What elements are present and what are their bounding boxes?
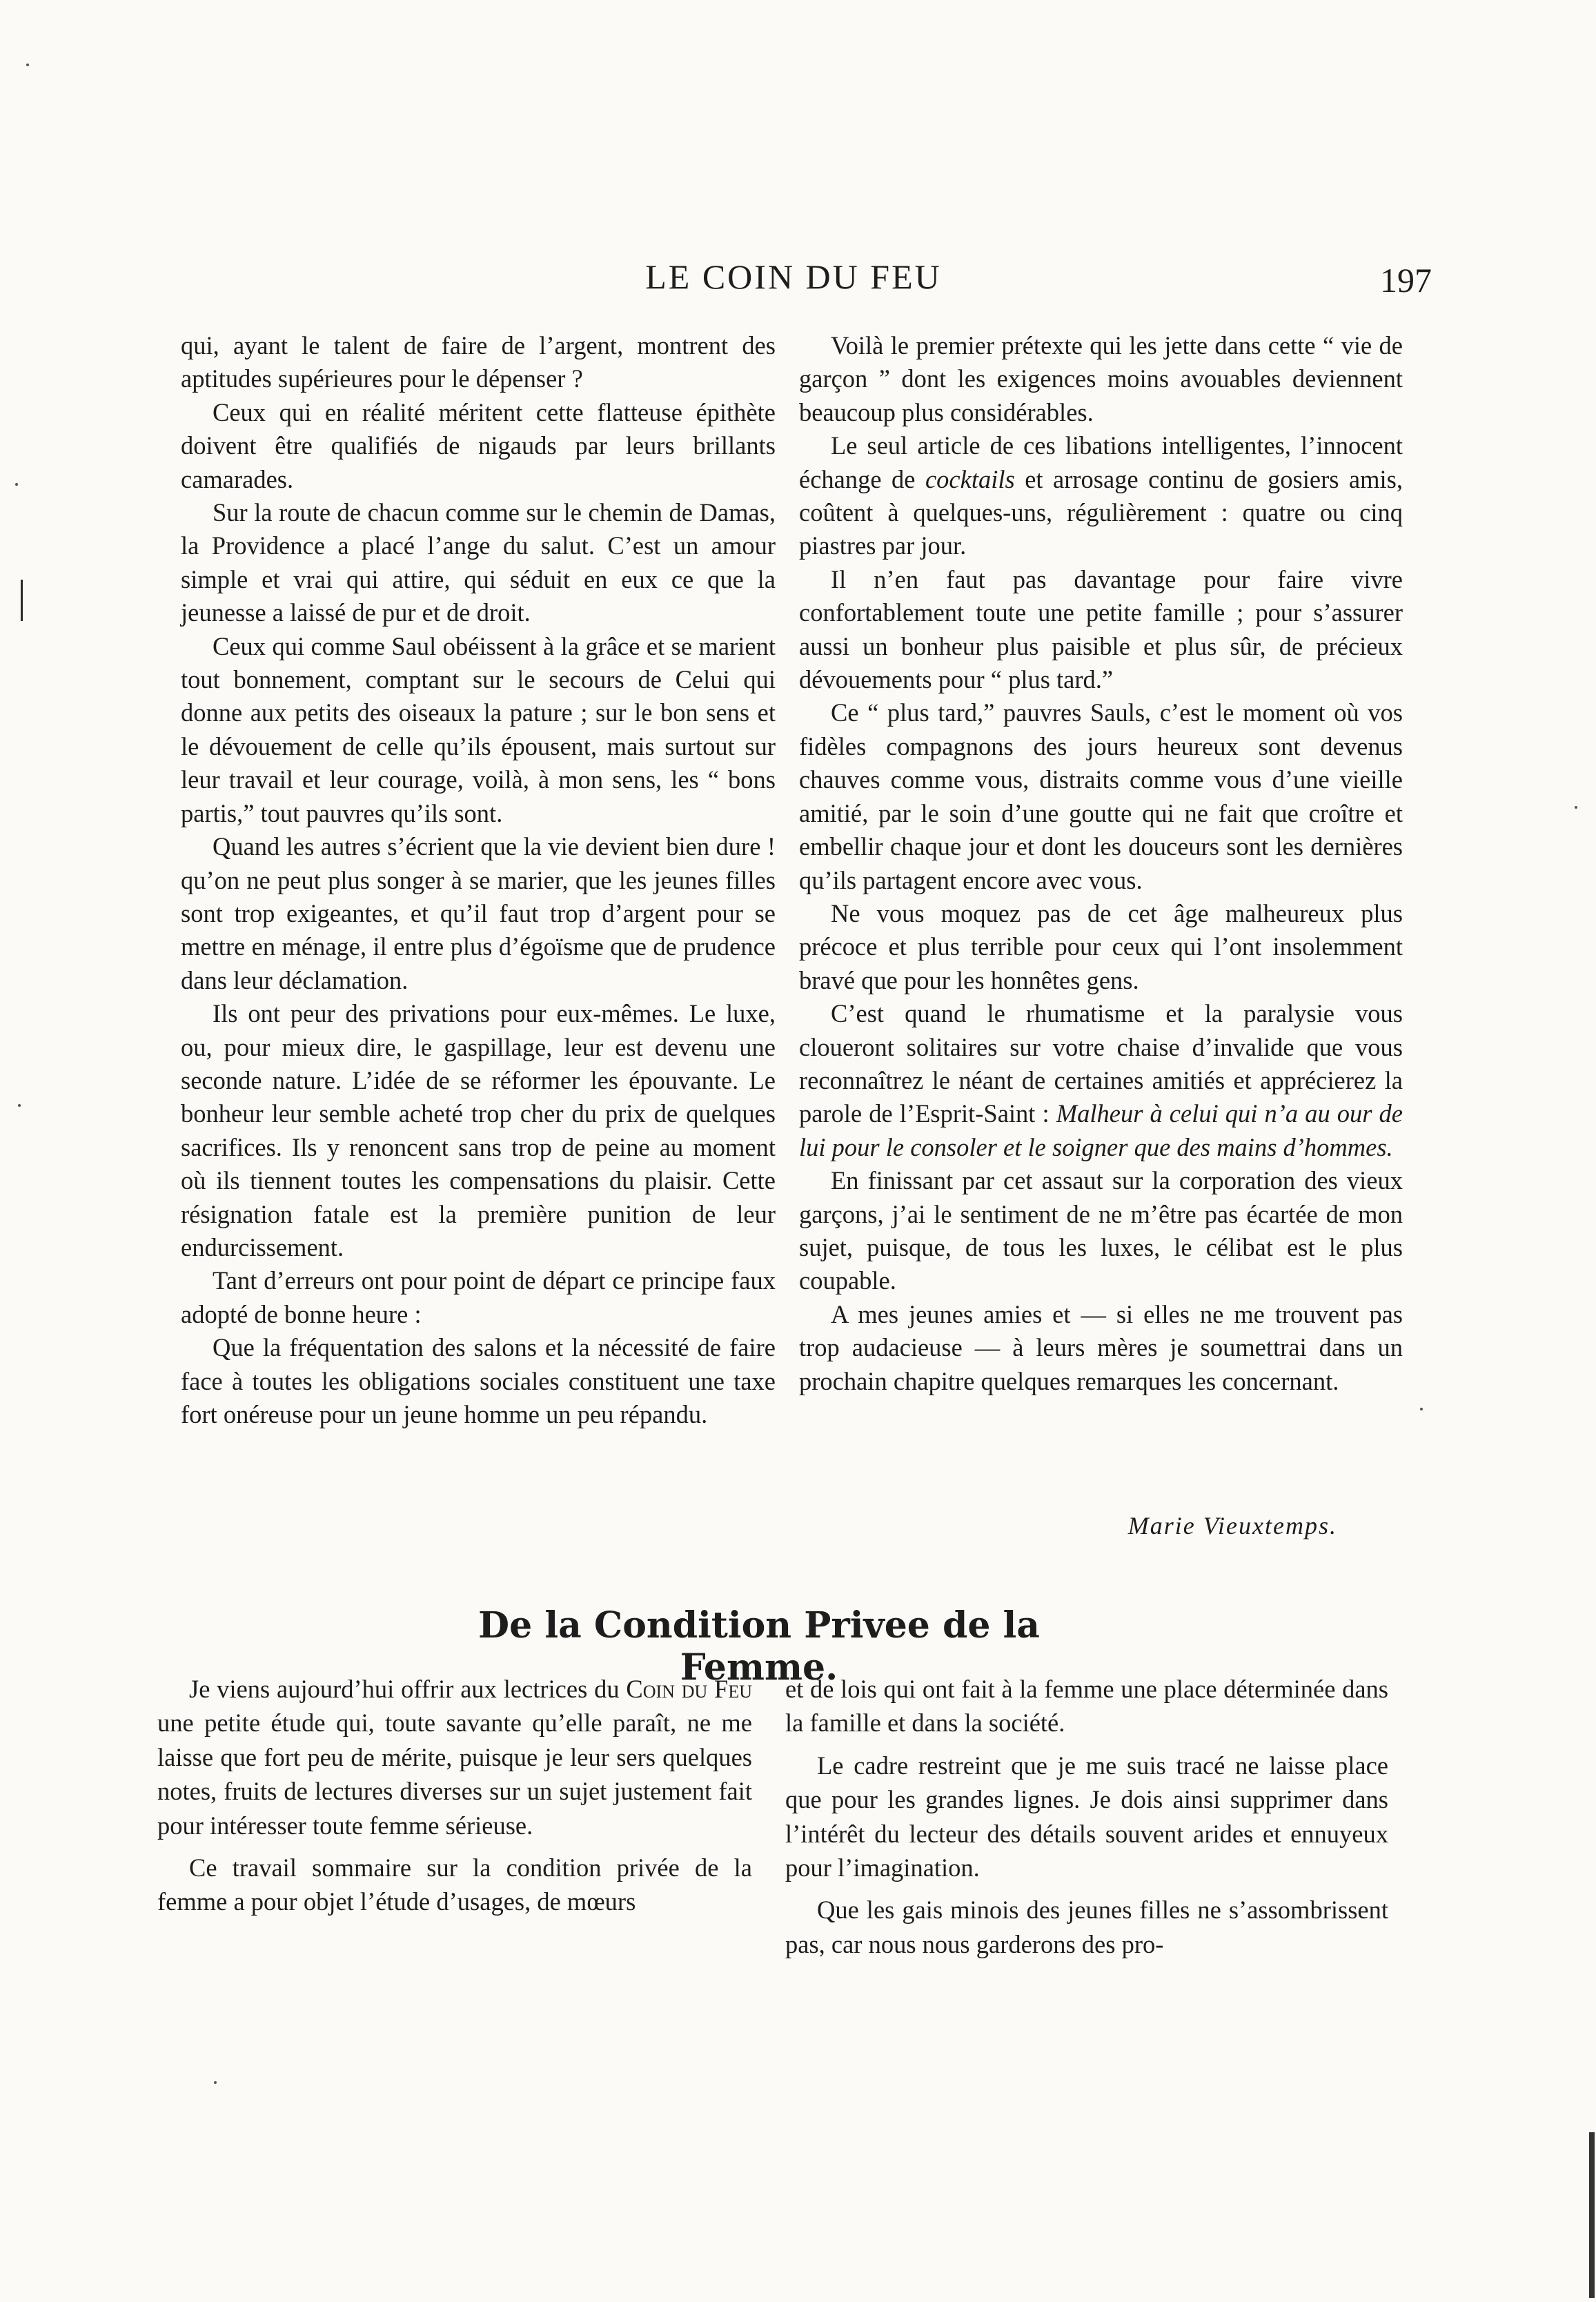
scan-speck [26,63,29,66]
paragraph: Quand les autres s’écrient que la vie devient bien dure ! qu’on ne peut plus songer à se marier, que les jeunes filles sont trop exigeantes, et qu’il faut trop d’argent pour se mettre en ménage, il entre plus d’égoïsme que de prudence dans leur déclamation. [181,832,776,994]
paragraph [157,1672,752,1842]
paragraph: Ils ont peur des privations pour eux-mêmes. Le luxe, ou, pour mieux dire, le gaspillage, leur est devenu une seconde nature. L’idée de se réformer les épouvante. Le bonheur leur semble acheté trop cher du prix de quelques sacrifices. Ils y renoncent sans trop de peine au moment où ils tiennent toutes les compensations du plaisir. Cette résignation fatale est la première punition de leur endurcissement. [181,999,776,1261]
italic-term: cocktails [925,464,1015,493]
scan-speck [15,483,18,486]
paragraph: Ce “ plus tard,” pauvres Sauls, c’est le moment où vos fidèles compagnons des jours heureux sont devenus chauves comme vous, distraits comme vous d’une vieille amitié, par le soin d’une goutte qui ne fait que croître et embellir chaque jour et dont les douceurs sont les dernières qu’ils partagent encore avec vous. [799,698,1403,894]
text-span: une petite étude qui, toute savante qu’elle paraît, ne me laisse que fort peu de mérite, puisque je leur sers quelques notes, fruits de lectures diverses sur un sujet justement fait pour intéresser toute femme sérieuse. [157,1709,752,1840]
page-number: 197 [1380,261,1432,299]
paragraph: Tant d’erreurs ont pour point de départ ce principe faux adopté de bonne heure : [181,1266,776,1328]
paragraph: et de lois qui ont fait à la femme une place déterminée dans la famille et dans la société. [785,1675,1388,1738]
scan-mark [21,580,23,621]
text-span: Je viens aujourd’hui offrir aux lectrices du [189,1675,627,1703]
author-signature: Marie Vieuxtemps. [1127,1512,1337,1539]
text-span: C’est quand le rhumatisme et la paralysie vous cloueront solitaires sur votre chaise d’invalide que vous reconnaîtrez le néant de certaines amitiés et apprécierez la parole de l’Esprit-Saint : [799,999,1403,1128]
paragraph: En finissant par cet assaut sur la corporation des vieux garçons, j’ai le sentiment de ne m’être pas écartée de mon sujet, puisque, de tous les luxes, le célibat est le plus coupable. [799,1166,1403,1295]
magazine-name: Coin du Feu [626,1675,752,1703]
paragraph: Ceux qui comme Saul obéissent à la grâce et se marient tout bonnement, comptant sur le secours de Celui qui donne aux petits des oiseaux la pature ; sur le bon sens et le dévouement de celle qu’ils épousent, mais surtout sur leur travail et leur courage, voilà, à mon sens, les “ bons partis,” tout pauvres qu’ils sont. [181,631,776,827]
scan-speck [18,1104,21,1107]
paragraph [799,429,1403,563]
text-span: Le seul article de ces libations intelligentes, l’innocent échange de [799,431,1403,493]
paragraph: qui, ayant le talent de faire de l’argent, montrent des aptitudes supérieures pour le dépenser ? [181,331,776,393]
paragraph: Que les gais minois des jeunes filles ne s’assombrissent pas, car nous nous garderons des pro- [785,1896,1388,1958]
running-header: LE COIN DU FEU [645,257,942,296]
paragraph: Que la fréquentation des salons et la nécessité de faire face à toutes les obligations sociales constituent une taxe fort onéreuse pour un jeune homme un peu répandu. [181,1333,776,1428]
paragraph: Ce travail sommaire sur la condition privée de la femme a pour objet l’étude d’usages, de mœurs [157,1853,752,1916]
italic-quotation: Malheur à celui qui n’a au our de lui pour le consoler et le soigner que des mains d’hommes. [799,1099,1403,1161]
paragraph: Ne vous moquez pas de cet âge malheureux plus précoce et plus terrible pour ceux qui l’ont insolemment bravé que pour les honnêtes gens. [799,898,1403,994]
article-column-left [181,329,776,1431]
paragraph: Il n’en faut pas davantage pour faire vivre confortablement toute une petite famille ; pour s’assurer aussi un bonheur plus paisible et plus sûr, de précieux dévouements pour “ plus tard.” [799,564,1403,694]
paragraph [799,997,1403,1164]
text-span: et arrosage continu de gosiers amis, coûtent à quelques-uns, régulièrement : quatre ou cinq piastres par jour. [799,464,1403,560]
paragraph: Voilà le premier prétexte qui les jette dans cette “ vie de garçon ” dont les exigences moins avouables deviennent beaucoup plus considérables. [799,331,1403,426]
section-title: De la Condition Privee de la Femme. [478,1604,1040,1689]
scan-speck [1575,806,1577,809]
section-column-left [157,1672,752,1919]
section-column-right [785,1672,1388,1961]
paragraph: A mes jeunes amies et — si elles ne me trouvent pas trop audacieuse — à leurs mères je soumettrai dans un prochain chapitre quelques remarques les concernant. [799,1299,1403,1395]
paragraph: Sur la route de chacun comme sur le chemin de Damas, la Providence a placé l’ange du salut. C’est un amour simple et vrai qui attire, qui séduit en eux ce que la jeunesse a laissé de pur et de droit. [181,498,776,627]
scan-edge-mark [1589,2132,1595,2298]
article-column-right [799,329,1403,1398]
scan-speck [214,2081,217,2084]
paragraph: Le cadre restreint que je me suis tracé ne laisse place que pour les grandes lignes. Je dois ainsi supprimer dans l’intérêt du lecteur des détails souvent arides et ennuyeux pour l’imagination. [785,1751,1388,1882]
paragraph: Ceux qui en réalité méritent cette flatteuse épithète doivent être qualifiés de nigauds par leurs brillants camarades. [181,397,776,493]
scan-speck [1420,1408,1423,1410]
